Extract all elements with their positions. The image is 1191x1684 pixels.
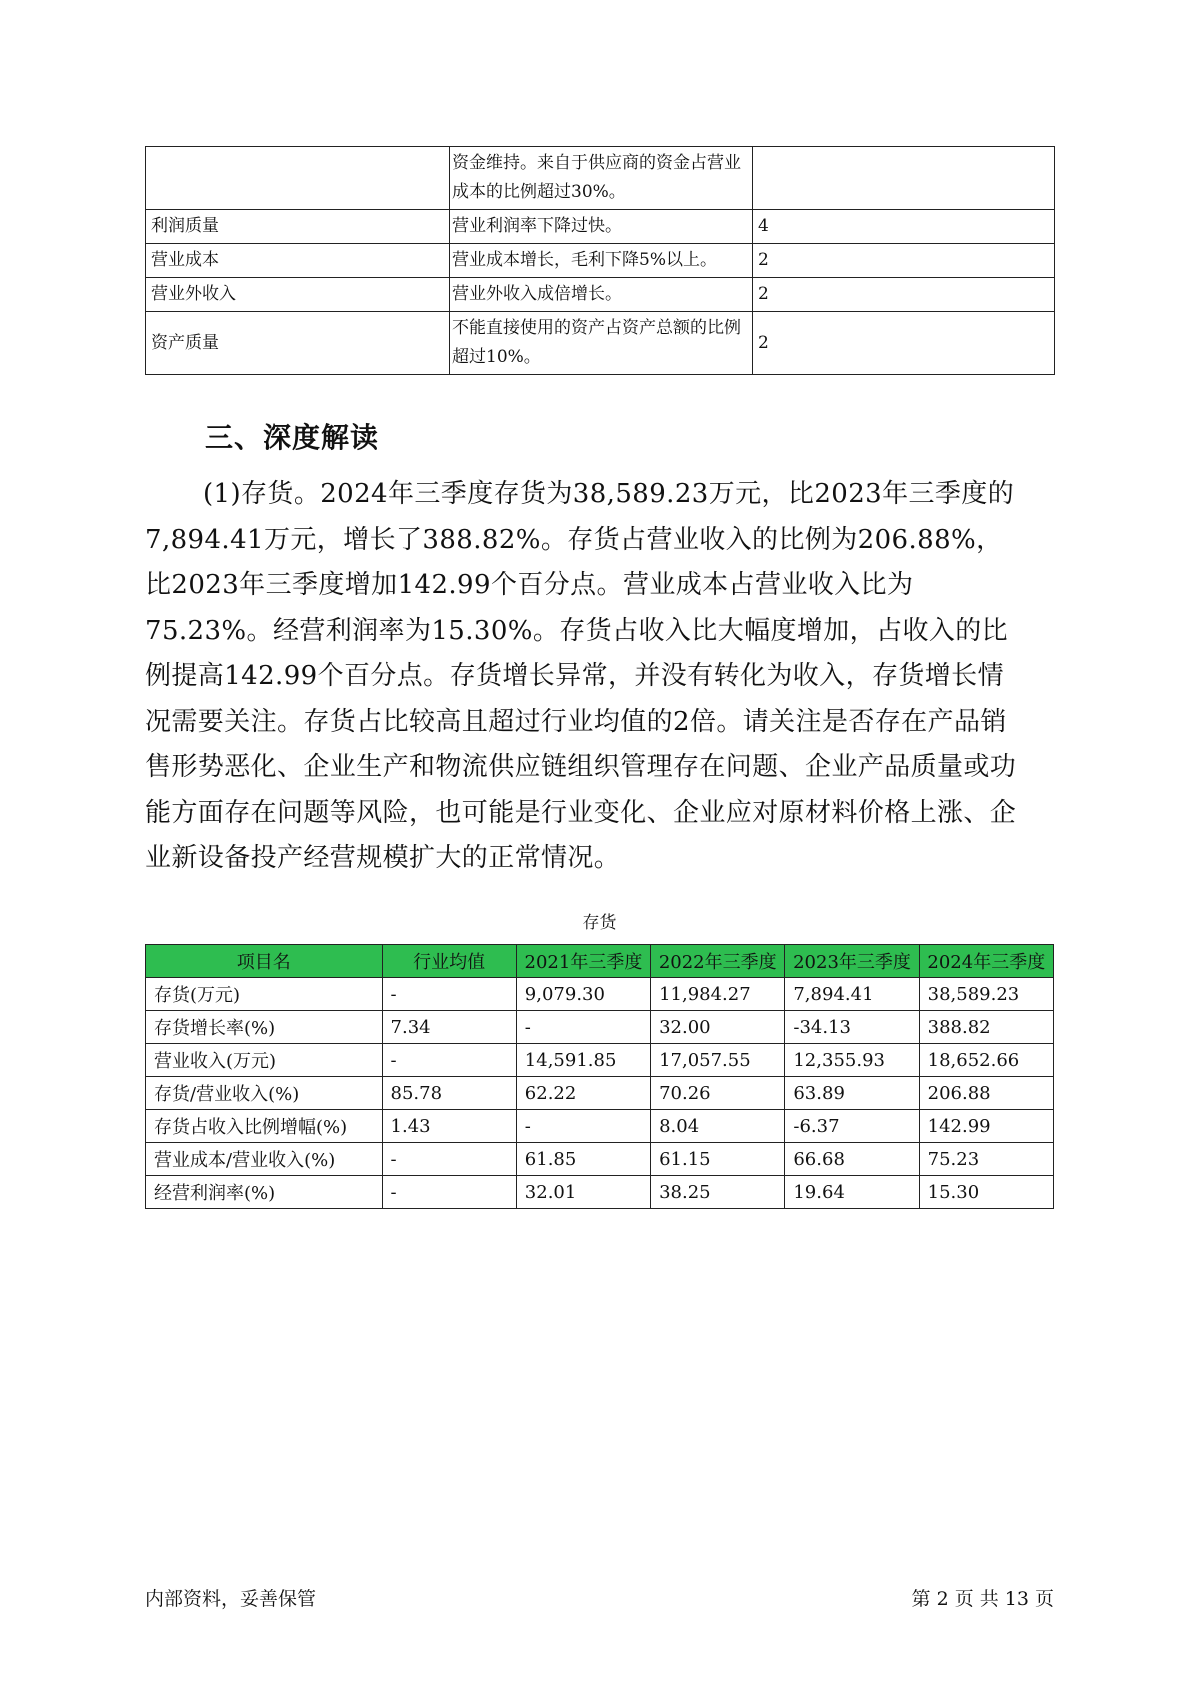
table-row <box>146 1044 1054 1077</box>
value-cell: 63.89 <box>785 1077 919 1110</box>
risk-desc: 营业利润率下降过快。 <box>450 210 753 244</box>
risk-row <box>146 278 1055 312</box>
value-cell: 388.82 <box>919 1011 1053 1044</box>
table-row <box>146 978 1054 1011</box>
value-cell: - <box>382 978 516 1011</box>
table-row <box>146 1176 1054 1209</box>
value-cell: 32.01 <box>516 1176 650 1209</box>
row-label-cell: 经营利润率(%) <box>146 1176 383 1209</box>
value-cell: 206.88 <box>919 1077 1053 1110</box>
value-cell: 32.00 <box>651 1011 785 1044</box>
value-cell: 11,984.27 <box>651 978 785 1011</box>
value-cell: -6.37 <box>785 1110 919 1143</box>
risk-row <box>146 210 1055 244</box>
value-cell: 9,079.30 <box>516 978 650 1011</box>
risk-item: 营业外收入 <box>146 278 450 312</box>
column-header: 项目名 <box>146 945 383 978</box>
value-cell: 38.25 <box>651 1176 785 1209</box>
risk-desc: 资金维持。来自于供应商的资金占营业成本的比例超过30%。 <box>450 147 753 210</box>
value-cell: 8.04 <box>651 1110 785 1143</box>
risk-desc: 营业外收入成倍增长。 <box>450 278 753 312</box>
table-row <box>146 1110 1054 1143</box>
row-label-cell: 存货占收入比例增幅(%) <box>146 1110 383 1143</box>
inventory-table-body <box>146 978 1054 1209</box>
footer-page-number: 第 2 页 共 13 页 <box>911 1588 1054 1610</box>
risk-row <box>146 147 1055 210</box>
risk-item: 资产质量 <box>146 312 450 375</box>
value-cell: 14,591.85 <box>516 1044 650 1077</box>
value-cell: - <box>382 1044 516 1077</box>
value-cell: 142.99 <box>919 1110 1053 1143</box>
value-cell: 70.26 <box>651 1077 785 1110</box>
row-label-cell: 存货增长率(%) <box>146 1011 383 1044</box>
risk-score <box>753 147 1055 210</box>
row-label-cell: 营业成本/营业收入(%) <box>146 1143 383 1176</box>
value-cell: 15.30 <box>919 1176 1053 1209</box>
risk-row <box>146 244 1055 278</box>
risk-table <box>145 146 1055 375</box>
section-title: 三、深度解读 <box>205 421 380 454</box>
value-cell: -34.13 <box>785 1011 919 1044</box>
risk-score: 4 <box>753 210 1055 244</box>
value-cell: 1.43 <box>382 1110 516 1143</box>
value-cell: 75.23 <box>919 1143 1053 1176</box>
value-cell: - <box>516 1110 650 1143</box>
value-cell: 38,589.23 <box>919 978 1053 1011</box>
column-header: 2021年三季度 <box>516 945 650 978</box>
value-cell: 7.34 <box>382 1011 516 1044</box>
table-row <box>146 1143 1054 1176</box>
value-cell: 61.15 <box>651 1143 785 1176</box>
value-cell: 19.64 <box>785 1176 919 1209</box>
table-row <box>146 1077 1054 1110</box>
value-cell: - <box>382 1176 516 1209</box>
risk-score: 2 <box>753 312 1055 375</box>
row-label-cell: 营业收入(万元) <box>146 1044 383 1077</box>
risk-row <box>146 312 1055 375</box>
value-cell: 18,652.66 <box>919 1044 1053 1077</box>
risk-item: 营业成本 <box>146 244 450 278</box>
risk-item: 利润质量 <box>146 210 450 244</box>
value-cell: 17,057.55 <box>651 1044 785 1077</box>
value-cell: - <box>382 1143 516 1176</box>
value-cell: 85.78 <box>382 1077 516 1110</box>
risk-desc: 不能直接使用的资产占资产总额的比例超过10%。 <box>450 312 753 375</box>
analysis-paragraph: (1)存货。2024年三季度存货为38,589.23万元，比2023年三季度的7,894.41万元，增长了388.82%。存货占营业收入的比例为206.88%，比2023年三季度增加142.99个百分点。营业成本占营业收入比为75.23%。经营利润率为15.30%。存货占收入比大幅度增加，占收入的比例提高142.99个百分点。存货增长异常，并没有转化为收入，存货增长情况需要关注。存货占比较高且超过行业均值的2倍。请关注是否存在产品销售形势恶化、企业生产和物流供应链组织管理存在问题、企业产品质量或功能方面存在问题等风险，也可能是行业变化、企业应对原材料价格上涨、企业新设备投产经营规模扩大的正常情况。 <box>145 479 1017 873</box>
column-header: 2024年三季度 <box>919 945 1053 978</box>
footer-confidential: 内部资料，妥善保管 <box>145 1588 317 1610</box>
value-cell: 62.22 <box>516 1077 650 1110</box>
value-cell: - <box>516 1011 650 1044</box>
value-cell: 7,894.41 <box>785 978 919 1011</box>
value-cell: 66.68 <box>785 1143 919 1176</box>
table-header-row <box>146 945 1054 978</box>
table-row <box>146 1011 1054 1044</box>
table-caption: 存货 <box>582 913 617 933</box>
risk-desc: 营业成本增长，毛利下降5%以上。 <box>450 244 753 278</box>
column-header: 2022年三季度 <box>651 945 785 978</box>
column-header: 2023年三季度 <box>785 945 919 978</box>
column-header: 行业均值 <box>382 945 516 978</box>
inventory-table <box>145 944 1054 1209</box>
row-label-cell: 存货(万元) <box>146 978 383 1011</box>
risk-score: 2 <box>753 278 1055 312</box>
risk-item <box>146 147 450 210</box>
value-cell: 61.85 <box>516 1143 650 1176</box>
row-label-cell: 存货/营业收入(%) <box>146 1077 383 1110</box>
risk-score: 2 <box>753 244 1055 278</box>
value-cell: 12,355.93 <box>785 1044 919 1077</box>
